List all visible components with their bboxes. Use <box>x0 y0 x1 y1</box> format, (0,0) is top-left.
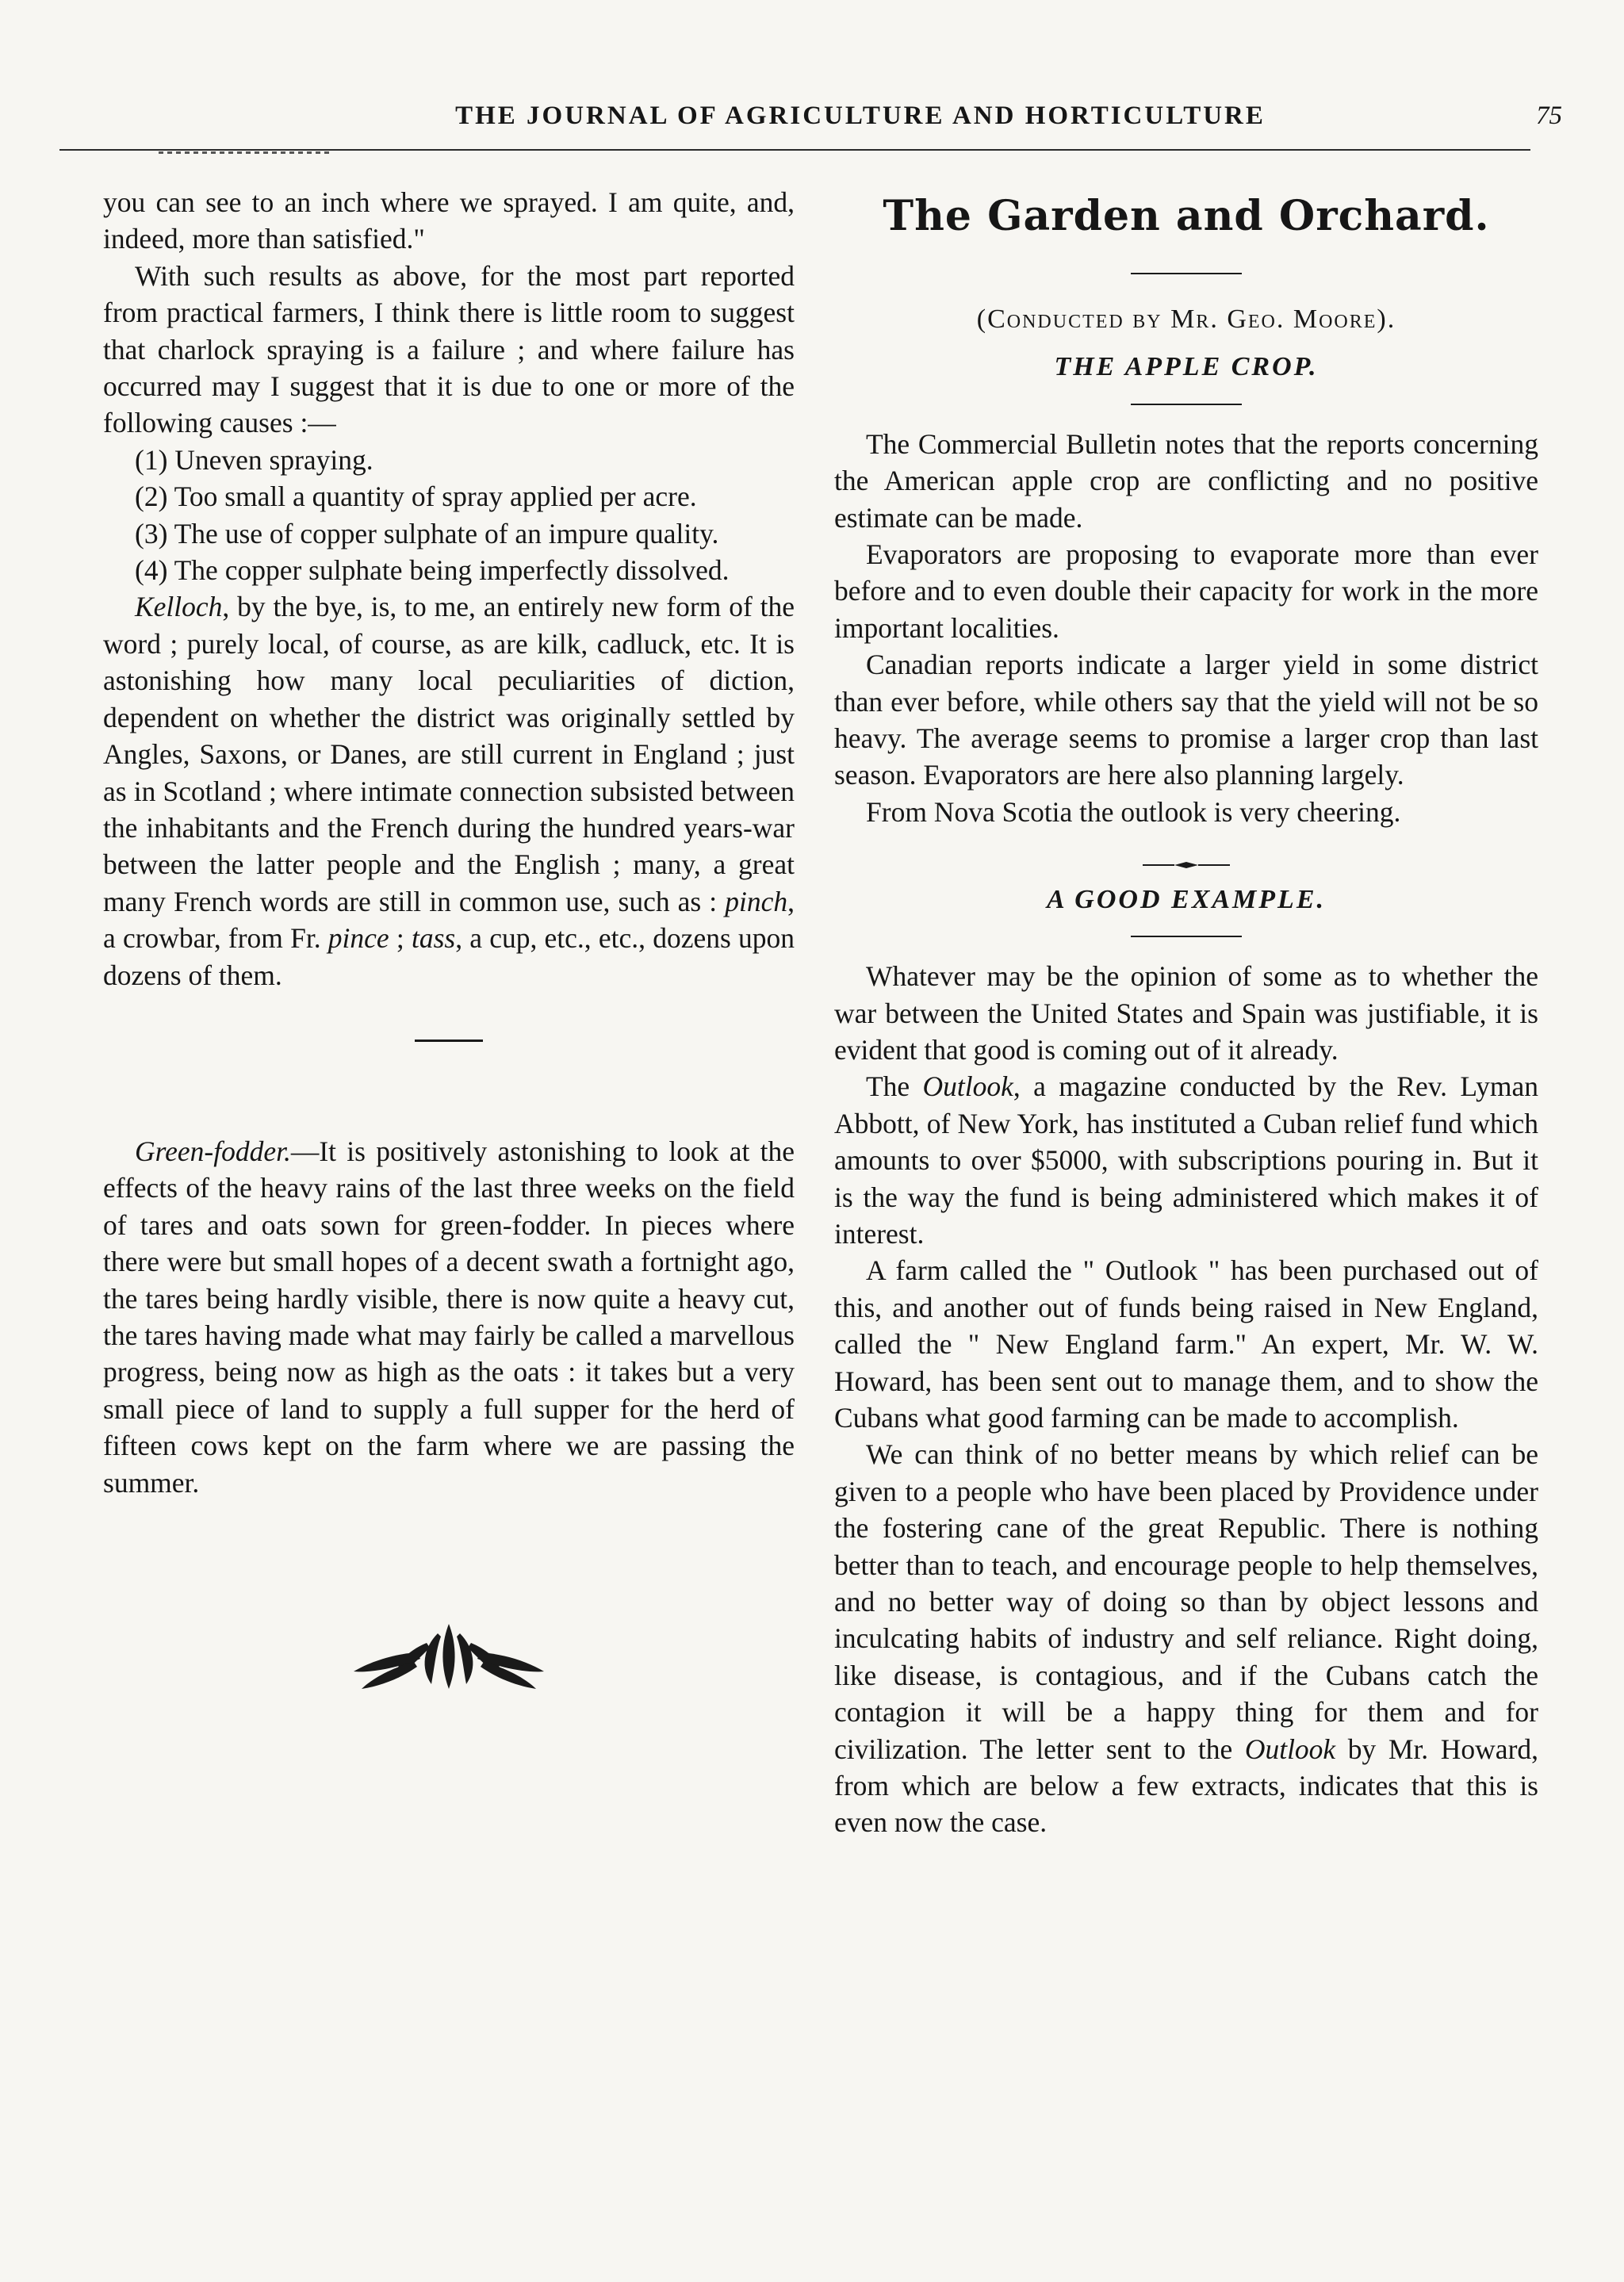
example-paragraph-2 <box>834 1068 1538 1252</box>
running-title: THE JOURNAL OF AGRICULTURE AND HORTICULTURE <box>455 101 1266 130</box>
kelloch-text-3: ; <box>389 922 412 955</box>
flourish-icon <box>338 1616 560 1695</box>
green-fodder-text: —It is positively astonishing to look at the effects of the heavy rains of the last three weeks on the field of tares and oats sown for green-fodder. In pieces where there were but small hopes of a decent swath a fortnight ago, the tares being hardly visible, there is now quite a heavy cut, the tares having made what may fairly be called a marvellous progress, being now as high as the oats : it takes but a very small piece of land to supply a full supper for the herd of fifteen cows kept on the farm where we are passing the summer. <box>103 1135 795 1499</box>
left-column <box>103 184 795 1704</box>
apple-paragraph-1: The Commercial Bulletin notes that the reports concerning the American apple crop are conflicting and no positive estimate can be made. <box>834 427 1538 534</box>
example-paragraph-3: A farm called the " Outlook " has been purchased out of this, and another out of funds being raised in New England, called the " New England farm." An expert, Mr. W. W. Howard, has been sent out to manage them, and to show the Cubans what good farming can be made to accomplish. <box>834 1254 1538 1434</box>
header-rule-ragged <box>159 151 333 154</box>
example-paragraph-4 <box>834 1436 1538 1840</box>
outlook-title-1: Outlook <box>922 1070 1013 1103</box>
running-head <box>103 101 1562 141</box>
apple-paragraph-3: Canadian reports indicate a larger yield in some district than ever before, while others say that the yield will not be so heavy. The average seems to promise a larger crop than last season. Evaporators are here also planning largely. <box>834 649 1538 791</box>
cause-item-2: (2) Too small a quantity of spray applied per acre. <box>135 481 697 513</box>
paragraph-continuation: you can see to an inch where we sprayed. I am quite, and, indeed, more than satisfied." <box>103 186 795 255</box>
cause-item-1: (1) Uneven spraying. <box>135 443 373 476</box>
heading-good-example: A GOOD EXAMPLE. <box>1047 884 1326 914</box>
term-pinch: pinch <box>725 885 788 917</box>
kelloch-text-4: , a cup, etc., etc., dozens upon dozens of them. <box>103 922 795 991</box>
cause-item-3: (3) The use of copper sulphate of an impure quality. <box>135 517 719 549</box>
green-fodder-lead: Green-fodder. <box>135 1135 291 1167</box>
kelloch-text-2: , a crowbar, from Fr. <box>103 885 795 955</box>
page-number: 75 <box>1536 101 1562 130</box>
right-column <box>834 184 1538 1841</box>
kelloch-text-1: , by the bye, is, to me, an entirely new form of the word ; purely local, of course, as are kilk, cadluck, etc. It is astonishing how many local peculiarities of diction, dependent on whether the district was originally settled by Angles, Saxons, or Danes, are still current in England ; just as in Scotland ; where intimate connection subsisted between the inhabitants and the French during the hundred years-war between the latter people and the English ; many, a great many French words are still in common use, such as : <box>103 591 795 917</box>
section-title: The Garden and Orchard. <box>883 192 1490 240</box>
paragraph-kelloch <box>103 588 795 993</box>
dash-ornament-icon <box>1143 861 1230 869</box>
term-pince: pince <box>327 922 389 955</box>
outlook-title-2: Outlook <box>1244 1733 1336 1765</box>
example-paragraph-1: Whatever may be the opinion of some as to whether the war between the United States and Spain was justifiable, it is evident that good is coming out of it already. <box>834 960 1538 1066</box>
conducted-by: (Conducted by Mr. Geo. Moore). <box>976 304 1396 334</box>
paragraph-green-fodder <box>103 1133 795 1501</box>
example-p4-a: We can think of no better means by which relief can be given to a people who have been placed by Providence under the fostering cane of the great Republic. There is nothing better than to teach, and encourage people to help themselves, and no better way of doing so than by object lessons and inculcating habits of industry and self reliance. Right doing, like disease, is contagious, and if the Cubans catch the contagion it will be a happy thing for them and for civilization. The letter sent to the <box>834 1438 1538 1765</box>
apple-paragraph-4: From Nova Scotia the outlook is very cheering. <box>866 795 1401 828</box>
example-p2-b: , a magazine conducted by the Rev. Lyman Abbott, of New York, has instituted a Cuban relief fund which amounts to over $5000, with subscriptions pouring in. But it is the way the fund is being administered which makes it of interest. <box>834 1070 1538 1250</box>
example-p2-a: The <box>866 1070 923 1103</box>
term-tass: tass <box>411 922 456 955</box>
example-p4-b: by Mr. Howard, from which are below a few extracts, indicates that this is even now the case. <box>834 1733 1539 1839</box>
paragraph-charlock: With such results as above, for the most part reported from practical farmers, I think there is little room to suggest that charlock spraying is a failure ; and where failure has occurred may I suggest that it is due to one or more of the following causes :— <box>103 259 795 439</box>
cause-item-4: (4) The copper sulphate being imperfectly dissolved. <box>135 554 730 587</box>
heading-apple-crop: THE APPLE CROP. <box>1054 352 1319 382</box>
section-dash-ornament <box>834 841 1538 878</box>
tailpiece-ornament <box>103 1616 795 1704</box>
apple-paragraph-2: Evaporators are proposing to evaporate more than ever before and to even double their capacity for work in the more important localities. <box>834 538 1538 644</box>
header-rule <box>59 149 1530 151</box>
term-kelloch: Kelloch <box>135 591 223 623</box>
